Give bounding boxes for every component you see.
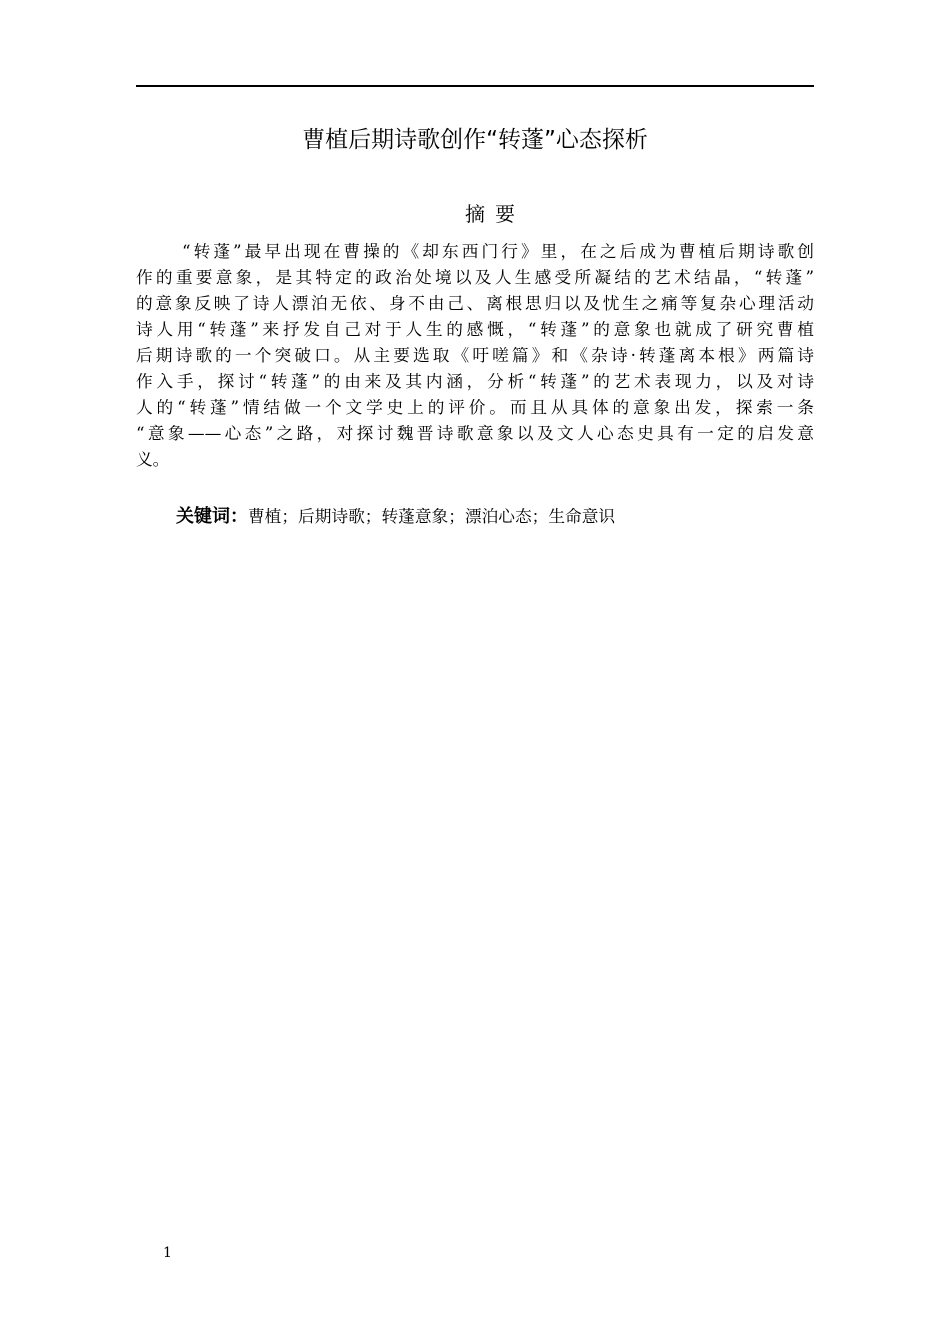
abstract-heading: 摘要: [465, 202, 525, 226]
abstract-line: 作入手，探讨“转蓬”的由来及其内涵，分析“转蓬”的艺术表现力，以及对诗: [136, 371, 814, 391]
abstract-line: “转蓬”最早出现在曹操的《却东西门行》里，在之后成为曹植后期诗歌创: [182, 241, 814, 261]
page-number: 1: [163, 1245, 172, 1261]
abstract-line: 人的“转蓬”情结做一个文学史上的评价。而且从具体的意象出发，探索一条: [136, 397, 814, 417]
abstract-line: 的意象反映了诗人漂泊无依、身不由己、离根思归以及忧生之痛等复杂心理活动: [136, 293, 814, 313]
abstract-line: 诗人用“转蓬”来抒发自己对于人生的感慨，“转蓬”的意象也就成了研究曹植: [136, 319, 814, 339]
abstract-body: [136, 238, 814, 472]
keywords-label: 关键词：: [176, 506, 248, 527]
abstract-line: 后期诗歌的一个突破口。从主要选取《吁嗟篇》和《杂诗·转蓬离本根》两篇诗: [136, 345, 814, 365]
keywords-values: 曹植；后期诗歌；转蓬意象；漂泊心态；生命意识: [248, 506, 616, 526]
abstract-line: “意象——心态”之路，对探讨魏晋诗歌意象以及文人心态史具有一定的启发意: [136, 423, 814, 443]
header-rule: [136, 85, 814, 87]
abstract-line: 作的重要意象，是其特定的政治处境以及人生感受所凝结的艺术结晶，“转蓬”: [136, 267, 814, 287]
keywords-line: [176, 502, 814, 530]
document-title: 曹植后期诗歌创作“转蓬”心态探析: [302, 127, 648, 153]
abstract-line: 义。: [136, 449, 170, 469]
